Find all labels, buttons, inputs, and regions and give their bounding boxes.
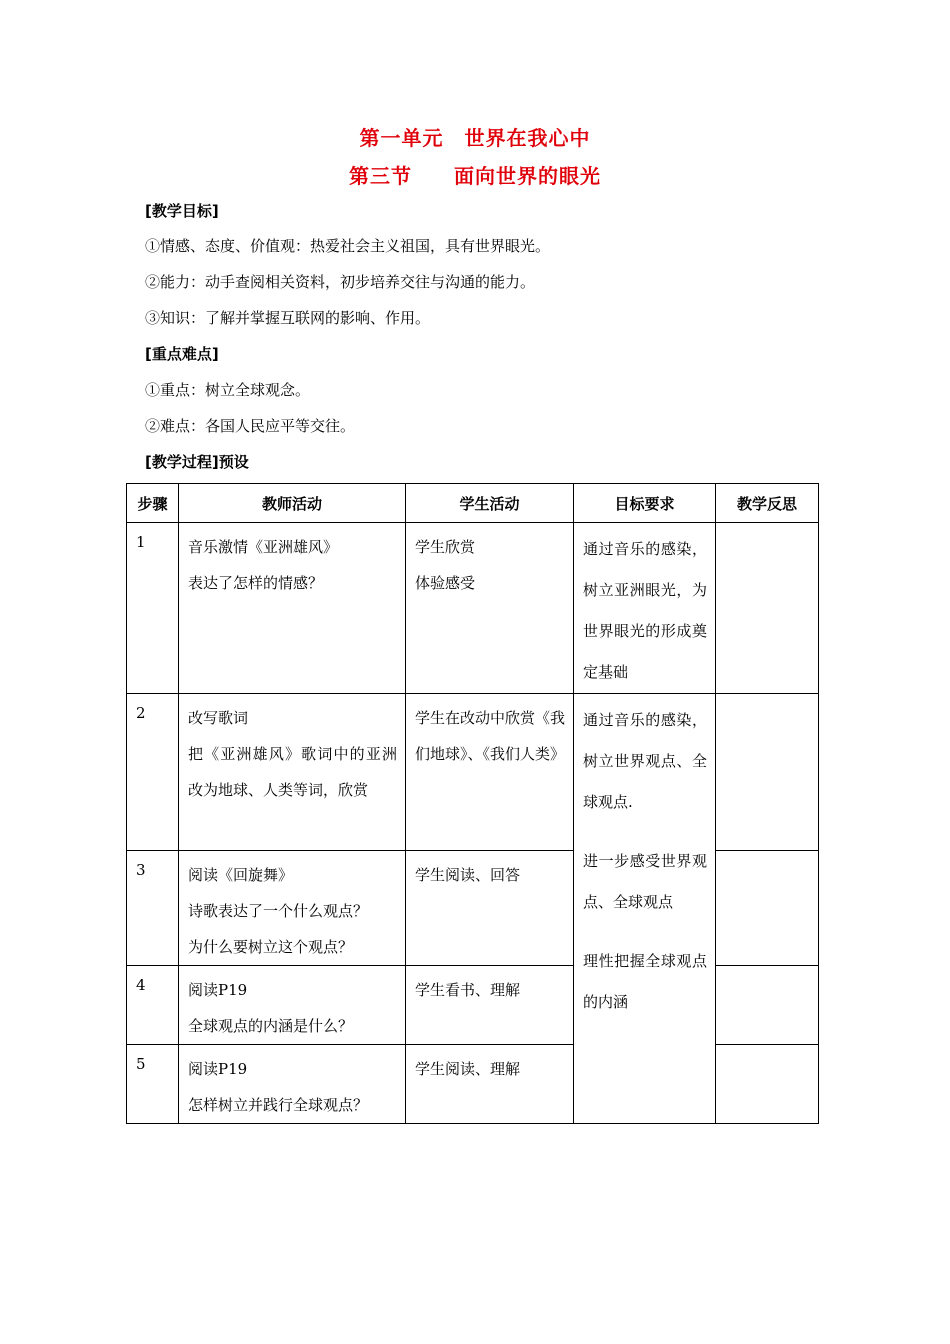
header-step: 步骤: [127, 484, 179, 523]
table-row: [127, 523, 819, 694]
header-reflection: 教学反思: [716, 484, 819, 523]
unit-title: 第一单元 世界在我心中: [359, 126, 591, 150]
student-line: 学生看书、理解: [415, 981, 521, 999]
teacher-line: 阅读P19: [188, 1060, 248, 1078]
key-point-item: ②难点：各国人民应平等交往。: [145, 417, 356, 435]
reflection-cell: [716, 851, 819, 966]
key-points-heading: [重点难点]: [145, 345, 219, 363]
student-line: 学生在改动中欣赏《我们地球》、《我们人类》: [415, 709, 566, 763]
goal-part: 理性把握全球观点的内涵: [583, 952, 707, 1011]
step-number: 3: [127, 851, 179, 966]
reflection-cell: [716, 694, 819, 851]
step-number: 2: [127, 694, 179, 851]
process-heading: [教学过程]预设: [145, 453, 249, 471]
teacher-line: 怎样树立并践行全球观点？: [188, 1096, 369, 1114]
goal-requirement: 通过音乐的感染，树立亚洲眼光，为世界眼光的形成奠定基础: [574, 523, 716, 694]
teaching-process-table: [126, 483, 819, 1124]
teacher-line: 音乐激情《亚洲雄风》: [188, 538, 339, 556]
student-line: 体验感受: [415, 574, 476, 592]
step-number: 5: [127, 1045, 179, 1124]
table-row: [127, 694, 819, 851]
student-line: 学生欣赏: [415, 538, 476, 556]
student-activity: [406, 523, 574, 694]
section-title: 第三节 面向世界的眼光: [349, 164, 601, 188]
step-number: 4: [127, 966, 179, 1045]
objectives-heading: [教学目标]: [145, 202, 219, 220]
teacher-activity: [179, 523, 406, 694]
key-point-item: ①重点：树立全球观念。: [145, 381, 311, 399]
teacher-activity: [179, 1045, 406, 1124]
table-row: [127, 851, 819, 966]
objective-item: ②能力：动手查阅相关资料，初步培养交往与沟通的能力。: [145, 273, 536, 291]
goal-part: 进一步感受世界观点、全球观点: [583, 852, 707, 911]
teacher-line: 诗歌表达了一个什么观点？: [188, 902, 369, 920]
teacher-line: 把《亚洲雄风》歌词中的亚洲改为地球、人类等词，欣赏: [188, 745, 397, 799]
teacher-line: 改写歌词: [188, 709, 249, 727]
teacher-line: 为什么要树立这个观点？: [188, 938, 354, 956]
table-row: [127, 966, 819, 1045]
table-row: [127, 1045, 819, 1124]
goal-part: 通过音乐的感染，树立世界观点、全球观点.: [583, 711, 707, 811]
objective-item: ①情感、态度、价值观：热爱社会主义祖国，具有世界眼光。: [145, 237, 551, 255]
goal-requirement: [574, 694, 716, 1124]
header-goal: 目标要求: [574, 484, 716, 523]
student-activity: [406, 1045, 574, 1124]
teacher-line: 阅读《回旋舞》: [188, 866, 294, 884]
teacher-activity: [179, 694, 406, 851]
teacher-line: 全球观点的内涵是什么？: [188, 1017, 354, 1035]
student-line: 学生阅读、回答: [415, 866, 521, 884]
reflection-cell: [716, 1045, 819, 1124]
teacher-activity: [179, 966, 406, 1045]
teacher-activity: [179, 851, 406, 966]
reflection-cell: [716, 966, 819, 1045]
header-student-activity: 学生活动: [406, 484, 574, 523]
teacher-line: 表达了怎样的情感？: [188, 574, 324, 592]
student-activity: [406, 966, 574, 1045]
teacher-line: 阅读P19: [188, 981, 248, 999]
header-teacher-activity: 教师活动: [179, 484, 406, 523]
student-activity: [406, 851, 574, 966]
table-header-row: [127, 484, 819, 523]
reflection-cell: [716, 523, 819, 694]
student-activity: [406, 694, 574, 851]
objective-item: ③知识：了解并掌握互联网的影响、作用。: [145, 309, 431, 327]
step-number: 1: [127, 523, 179, 694]
student-line: 学生阅读、理解: [415, 1060, 521, 1078]
